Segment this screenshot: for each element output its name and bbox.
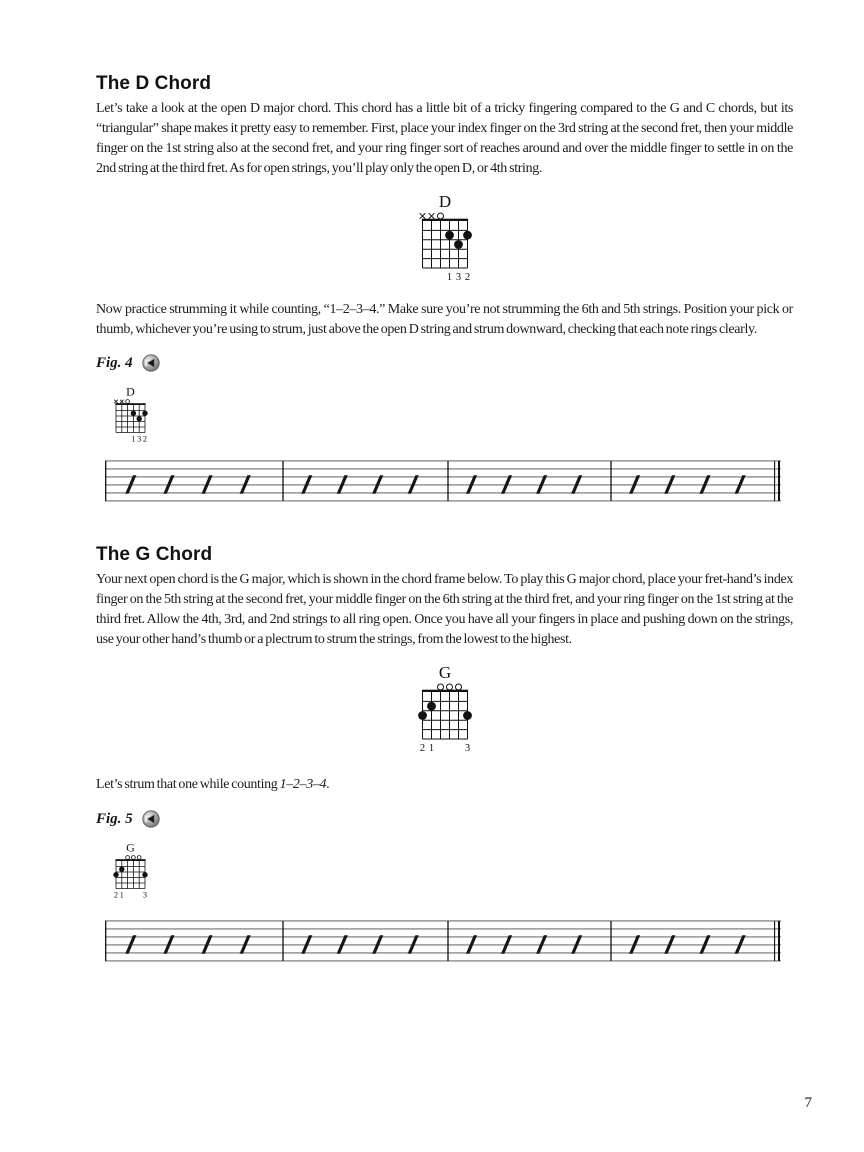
svg-text:3: 3 (464, 743, 470, 754)
chord-frame-svg (110, 841, 151, 902)
figure-4-label: Fig. 4 (96, 354, 133, 371)
figure-4-strumming-staff (105, 460, 793, 503)
figure-4-label-row (96, 353, 793, 373)
strum-sentence-suffix: . (326, 777, 330, 792)
figure-5-strumming-staff (105, 920, 793, 963)
svg-text:1: 1 (119, 890, 124, 900)
svg-text:3: 3 (455, 272, 461, 283)
svg-text:2: 2 (419, 743, 425, 754)
strumming-staff-svg (105, 460, 781, 503)
figure-5-label-row (96, 809, 793, 829)
svg-text:2: 2 (143, 434, 147, 444)
d-chord-intro-paragraph: Let’s take a look at the open D major chord. This chord has a little bit of a tricky fingering compared to the G and C chords, but its “triangular” shape makes it pretty easy to remember. First, place your index finger on the 3rd string at the second fret, then your middle finger on the 1st string also at the second fret, and your ring finger sort of reaches around and over the middle finger to settle in on the 2nd string at the third fret. As for open strings, you’ll play only the open D, or 4th string. (96, 101, 793, 176)
d-chord-diagram-large (414, 192, 476, 290)
strumming-staff-svg (105, 920, 781, 963)
audio-speaker-icon-svg (142, 810, 160, 828)
audio-speaker-icon-svg (142, 354, 160, 372)
svg-text:1: 1 (446, 272, 452, 283)
svg-text:2: 2 (114, 890, 118, 900)
d-chord-heading: The D Chord (96, 73, 212, 94)
g-chord-diagram-small (110, 841, 793, 907)
d-chord-practice-paragraph: Now practice strumming it while counting, “1–2–3–4.” Make sure you’re not strumming the 6th and 5th strings. Position your pick or thumb, whichever you’re using to strum, just above the open D string and strum downward, checking that each note rings clearly. (96, 302, 793, 337)
svg-text:3: 3 (143, 890, 147, 900)
strum-sentence-prefix: Let’s strum that one while counting (96, 777, 280, 792)
strum-sentence-count: 1–2–3–4 (279, 777, 327, 792)
g-chord-diagram-large (414, 663, 476, 761)
g-chord-frame-container (96, 663, 793, 761)
svg-text:G: G (126, 841, 135, 855)
chord-frame-svg (414, 192, 476, 285)
svg-text:G: G (438, 663, 451, 682)
chord-frame-svg (110, 385, 151, 446)
svg-text:D: D (126, 385, 135, 399)
svg-text:1: 1 (428, 743, 434, 754)
svg-text:2: 2 (464, 272, 470, 283)
audio-speaker-icon (142, 810, 160, 828)
g-chord-intro-paragraph: Your next open chord is the G major, which is shown in the chord frame below. To play this G major chord, place your fret-hand’s index finger on the 5th string at the second fret, your middle finger on the 6th string at the third fret, and your ring finger on the 1st string at the third fret. Allow the 4th, 3rd, and 2nd strings to all ring open. Once you have all your fingers in place and pushing down on the strings, use your other hand’s thumb or a plectrum to strum the strings, from the lowest to the highest. (96, 572, 793, 647)
chord-frame-svg (414, 663, 476, 756)
d-chord-diagram-small (110, 385, 793, 451)
g-chord-strum-sentence (96, 775, 793, 795)
figure-5-label: Fig. 5 (96, 810, 133, 827)
page-number: 7 (804, 1095, 812, 1111)
svg-text:1: 1 (131, 434, 136, 444)
section-g-chord (96, 543, 793, 963)
audio-speaker-icon (142, 354, 160, 372)
d-chord-frame-container (96, 192, 793, 290)
svg-text:D: D (438, 192, 451, 211)
svg-text:3: 3 (137, 434, 142, 444)
section-d-chord (96, 72, 793, 503)
g-chord-heading: The G Chord (96, 544, 213, 565)
